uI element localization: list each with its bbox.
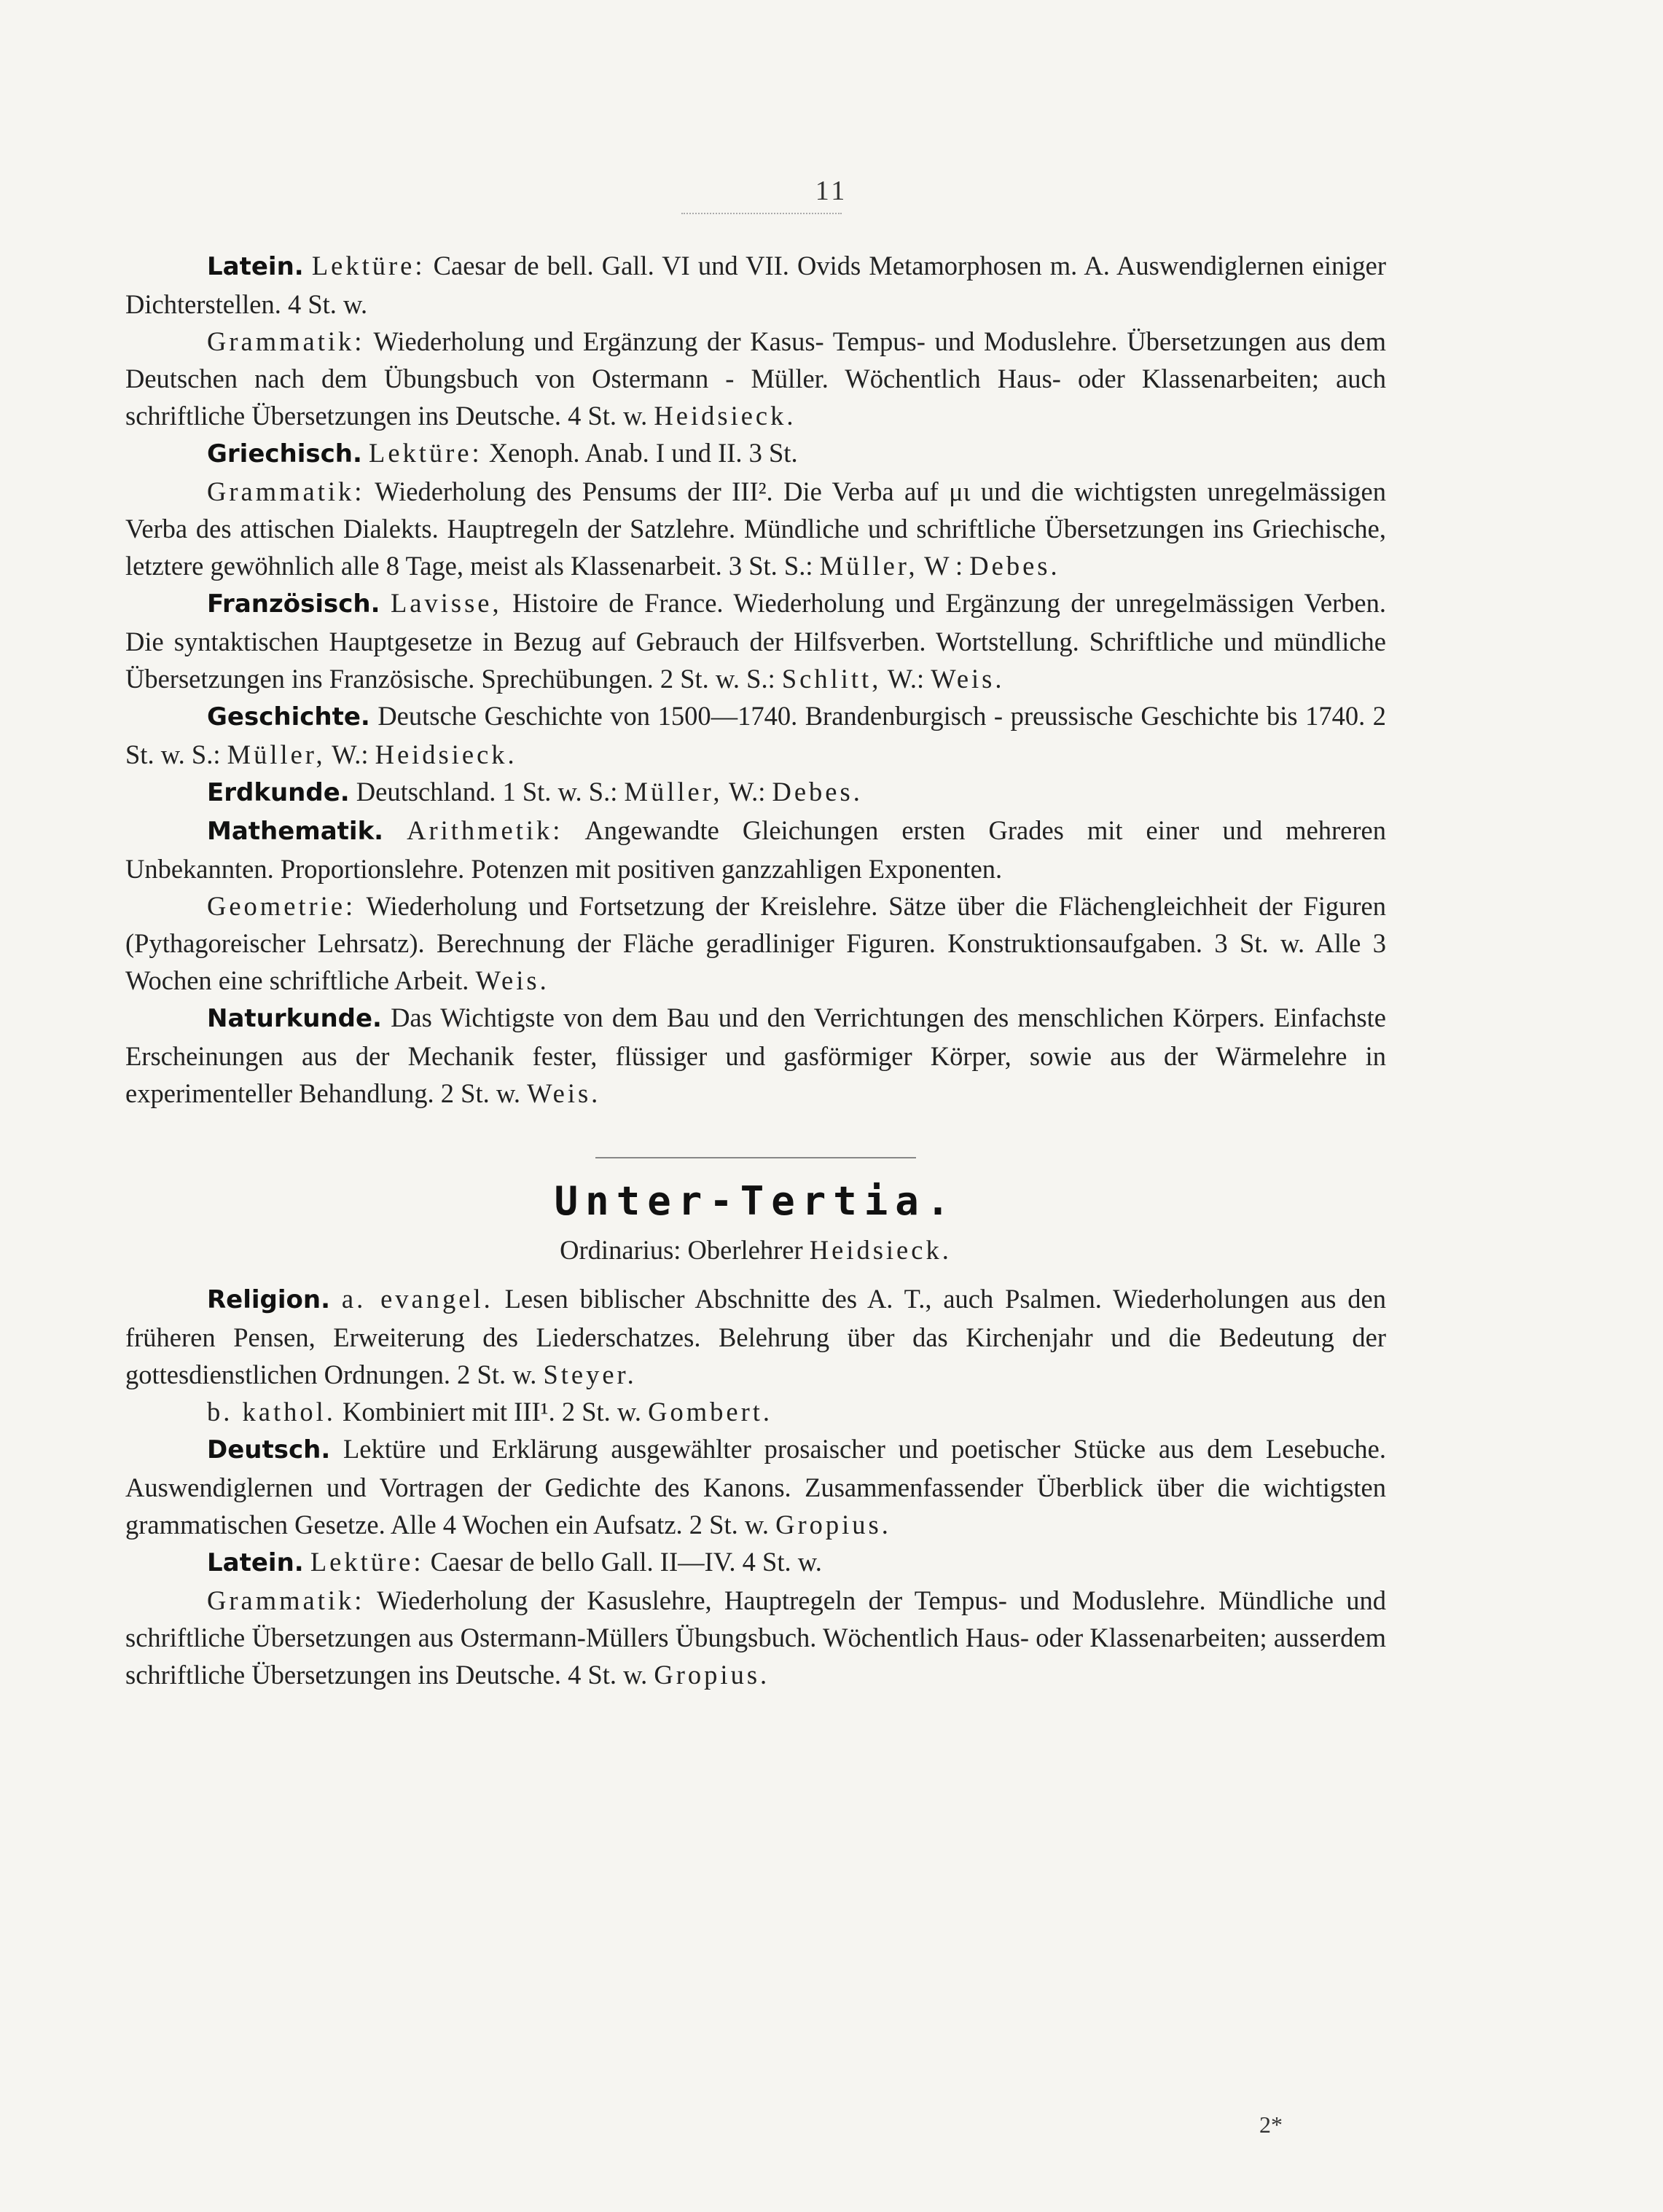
paragraph-geschichte	[125, 697, 1386, 773]
paragraph-text: W.:	[887, 664, 925, 694]
paragraph-text: Lesen biblischer Abschnitte des A. T., auch Psalmen. Wiederholungen aus den früheren Pensen, Erweiterung des Liederschatzes. Belehrung über das Kirchenjahr und die Bedeutung der gottesdienstlichen Ordnungen. 2 St. w.	[125, 1284, 1387, 1389]
paragraph-text: Deutsche Geschichte von 1500—1740. Brandenburgisch - preussische Geschichte bis 1740. 2 St. w. S.:	[125, 701, 1386, 769]
topic-label: Lektüre:	[310, 1547, 424, 1577]
subject-heading: Naturkunde.	[207, 1004, 382, 1033]
topic-label: Lavisse,	[391, 588, 502, 618]
topic-label: Lektüre:	[369, 438, 482, 468]
paragraph-text: Wiederholung und Ergänzung der Kasus- Tempus- und Moduslehre. Übersetzungen aus dem Deutschen nach dem Übungsbuch von Ostermann - Müller. Wöchentlich Haus- oder Klassenarbeiten; auch schriftliche Übersetzungen ins Deutsche. 4 St. w.	[125, 326, 1387, 431]
teacher-name: Debes.	[969, 551, 1060, 581]
paragraph-latein-lektuere	[125, 247, 1386, 323]
paragraph-text: Lektüre und Erklärung ausgewählter prosaischer und poetischer Stücke aus dem Lesebuche. Auswendiglernen und Vortragen der Gedichte des Kanons. Zusammenfassender Überblick über die wichtigsten grammatischen Gesetze. Alle 4 Wochen ein Aufsatz. 2 St. w.	[125, 1434, 1386, 1540]
teacher-name: Weis.	[931, 664, 1005, 694]
teacher-name: Gombert.	[648, 1397, 773, 1427]
paragraph-religion-evangel	[125, 1280, 1386, 1393]
paragraph-text: W :	[924, 551, 963, 581]
paragraph-erdkunde	[125, 773, 1386, 812]
teacher-name: Müller,	[227, 740, 326, 769]
ordinarius-line	[125, 1231, 1386, 1268]
paragraph-text: Histoire de France. Wiederholung und Ergänzung der unregelmässigen Verben. Die syntaktischen Hauptgesetze in Bezug auf Gebrauch der Hilfsverben. Wortstellung. Schriftliche und mündliche Übersetzungen ins Französische. Sprechübungen. 2 St. w. S.:	[125, 588, 1387, 694]
paragraph-text: Caesar de bell. Gall. VI und VII. Ovids Metamorphosen m. A. Auswendiglernen einiger Dichterstellen. 4 St. w.	[125, 251, 1386, 319]
paragraph-deutsch	[125, 1430, 1386, 1543]
topic-label: a. evangel.	[341, 1284, 493, 1314]
paragraph-text: Xenoph. Anab. I und II. 3 St.	[488, 438, 798, 468]
subject-heading: Religion.	[207, 1285, 331, 1314]
topic-label: Lektüre:	[311, 251, 426, 281]
paragraph-griechisch-grammatik	[125, 473, 1386, 584]
paragraph-text: Caesar de bello Gall. II—IV. 4 St. w.	[430, 1547, 822, 1577]
paragraph-text: W.:	[332, 740, 369, 769]
section-divider	[595, 1157, 916, 1158]
subject-heading: Griechisch.	[207, 439, 362, 468]
ordinarius-text: Oberlehrer	[687, 1235, 803, 1265]
paragraph-text: W.:	[728, 777, 766, 807]
topic-label: b. kathol.	[207, 1397, 336, 1427]
teacher-name: Weis.	[527, 1078, 601, 1108]
subject-heading: Erdkunde.	[207, 778, 350, 807]
page-content	[125, 244, 1386, 1693]
section-title: Unter-Tertia.	[554, 1178, 958, 1224]
paragraph-mathematik-arithmetik	[125, 812, 1386, 887]
subject-heading: Latein.	[207, 1548, 304, 1577]
paragraph-text: Angewandte Gleichungen ersten Grades mit einer und mehreren Unbekannten. Proportionslehre. Potenzen mit positiven ganzzahligen Exponenten.	[125, 815, 1386, 884]
subject-heading: Französisch.	[207, 589, 380, 619]
page-number: 11	[815, 176, 848, 206]
paragraph-naturkunde	[125, 999, 1386, 1112]
paragraph-latein-grammatik	[125, 323, 1386, 434]
teacher-name: Gropius.	[775, 1510, 891, 1540]
teacher-name: Heidsieck.	[375, 740, 517, 769]
page-number-rule	[681, 213, 842, 214]
paragraph-latein-lektuere-ut	[125, 1543, 1386, 1582]
topic-label: Grammatik:	[207, 326, 365, 356]
subject-heading: Latein.	[207, 252, 304, 281]
ordinarius-name: Heidsieck.	[809, 1235, 952, 1265]
paragraph-griechisch-lektuere	[125, 434, 1386, 473]
paragraph-text: Wiederholung und Fortsetzung der Kreislehre. Sätze über die Flächengleichheit der Figuren (Pythagoreischer Lehrsatz). Berechnung der Fläche geradliniger Figuren. Konstruktionsaufgaben. 3 St. w. Alle 3 Wochen eine schriftliche Arbeit.	[125, 891, 1387, 995]
topic-label: Geometrie:	[207, 891, 356, 921]
paragraph-latein-grammatik-ut	[125, 1582, 1386, 1693]
topic-label: Grammatik:	[207, 476, 365, 506]
subject-heading: Deutsch.	[207, 1435, 331, 1464]
subject-heading: Geschichte.	[207, 702, 370, 732]
teacher-name: Müller,	[819, 551, 918, 581]
topic-label: Arithmetik:	[407, 815, 563, 845]
paragraph-text: Kombiniert mit III¹. 2 St. w.	[342, 1397, 642, 1427]
teacher-name: Müller,	[624, 777, 723, 807]
paragraph-franzoesisch	[125, 584, 1386, 697]
teacher-name: Schlitt,	[781, 664, 882, 694]
teacher-name: Heidsieck.	[654, 401, 797, 431]
topic-label: Grammatik:	[207, 1585, 365, 1615]
paragraph-text: Deutschland. 1 St. w. S.:	[356, 777, 618, 807]
teacher-name: Debes.	[772, 777, 863, 807]
signature-mark: 2*	[1259, 2111, 1283, 2138]
teacher-name: Steyer.	[543, 1360, 637, 1389]
paragraph-text: Das Wichtigste von dem Bau und den Verrichtungen des menschlichen Körpers. Einfachste Erscheinungen aus der Mechanik fester, flüssiger und gasförmiger Körper, sowie aus der Wärmelehre in experimenteller Behandlung. 2 St. w.	[125, 1003, 1386, 1108]
ordinarius-label: Ordinarius:	[560, 1235, 681, 1265]
paragraph-religion-kathol	[125, 1393, 1386, 1430]
paragraph-text: Wiederholung der Kasuslehre, Hauptregeln der Tempus- und Moduslehre. Mündliche und schriftliche Übersetzungen aus Ostermann-Müllers Übungsbuch. Wöchentlich Haus- oder Klassenarbeiten; ausserdem schriftliche Übersetzungen ins Deutsche. 4 St. w.	[125, 1585, 1386, 1690]
teacher-name: Weis.	[475, 965, 549, 995]
paragraph-mathematik-geometrie	[125, 887, 1386, 999]
subject-heading: Mathematik.	[207, 817, 384, 846]
teacher-name: Gropius.	[654, 1660, 770, 1690]
paragraph-text: Wiederholung des Pensums der III². Die Verba auf μι und die wichtigsten unregelmässigen Verba des attischen Dialekts. Hauptregeln der Satzlehre. Mündliche und schriftliche Übersetzungen ins Griechische, letztere gewöhnlich alle 8 Tage, meist als Klassenarbeit. 3 St. S.:	[125, 476, 1386, 581]
